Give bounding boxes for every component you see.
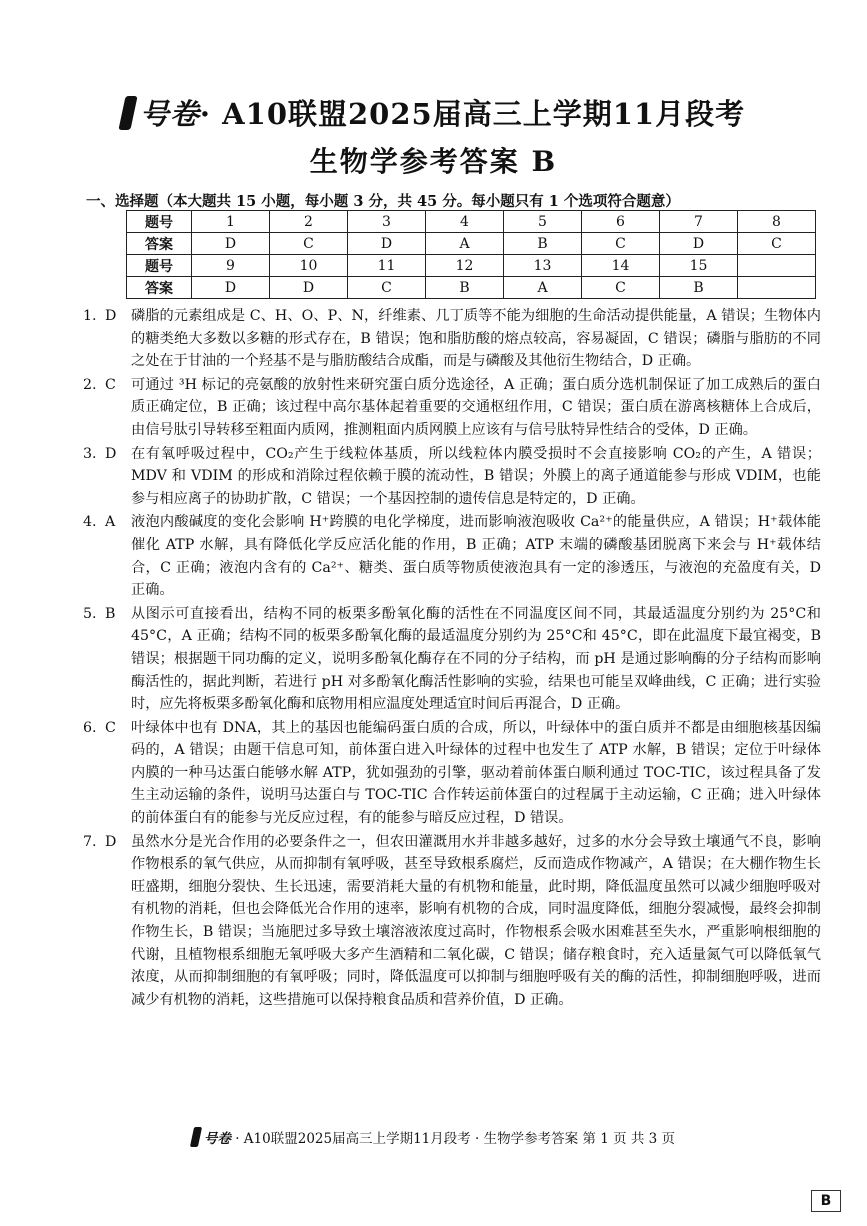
table-row-answers [127,233,816,255]
answer-cell: C [270,233,348,255]
question-number-cell: 15 [660,255,738,277]
question-number-cell: 9 [192,255,270,277]
table-row-numbers [127,255,816,277]
question-number-cell: 5 [504,211,582,233]
explanation-list [83,305,821,1012]
question-number-cell: 4 [426,211,504,233]
footer-text: · A10联盟2025届高三上学期11月段考 · 生物学参考答案 第 1 页 共 3 页 [235,1131,676,1147]
explanation-item [83,374,821,442]
answer-cell: B [504,233,582,255]
question-number-cell: 8 [738,211,816,233]
answer-cell [738,277,816,299]
section-heading: 一、选择题（本大题共 15 小题，每小题 3 分，共 45 分。每小题只有 1 个选项符合题意） [86,193,680,210]
item-answer-key: D [105,445,117,462]
page-subtitle: 生物学参考答案 B [309,145,558,178]
item-number: 2. [83,376,97,393]
item-explanation: 在有氧呼吸过程中，CO₂产生于线粒体基质，所以线粒体内膜受损时不会直接影响 CO₂的产生，A 错误；MDV 和 VDIM 的形成和消除过程依赖于膜的流动性，B 错误；外膜上的离子通道能参与形成 VDIM，也能参与相应离子的协助扩散，C 错误；一个基因控制的遗传信息是特定的，D 正确。 [131,445,821,507]
item-number: 4. [83,514,97,531]
answer-cell: D [270,277,348,299]
answer-cell: A [504,277,582,299]
explanation-item [83,831,821,1012]
question-number-cell: 7 [660,211,738,233]
explanation-item [83,717,821,830]
answer-cell: A [426,233,504,255]
item-answer-key: D [105,833,117,850]
answer-cell: D [348,233,426,255]
exam-title: A10联盟2025届高三上学期11月段考 [222,97,746,131]
table-row-numbers [127,211,816,233]
answer-cell: D [192,233,270,255]
item-answer-key: B [105,605,116,622]
question-number-cell: 14 [582,255,660,277]
brand-logo-icon [190,1127,202,1147]
question-number-cell: 1 [192,211,270,233]
question-number-cell: 6 [582,211,660,233]
answer-cell: D [660,233,738,255]
footer-brand: 号卷 [203,1131,231,1147]
answer-cell: C [582,233,660,255]
question-number-cell [738,255,816,277]
question-number-cell: 2 [270,211,348,233]
brand-logo-icon [118,96,137,130]
answer-cell: C [348,277,426,299]
row-header: 题号 [127,255,192,277]
item-answer-key: C [105,376,116,393]
item-explanation: 虽然水分是光合作用的必要条件之一，但农田灌溉用水并非越多越好，过多的水分会导致土壤通气不良，影响作物根系的氧气供应，从而抑制有氧呼吸，甚至导致根系腐烂，反而造成作物减产，A 错误；在大棚作物生长旺盛期，细胞分裂快、生长迅速，需要消耗大量的有机物和能量，此时期，降低温度虽然可以减少细胞呼吸对有机物的消耗，但也会降低光合作用的速率，影响有机物的合成，同时温度降低，细胞分裂减慢，最终会抑制作物生长，B 错误；当施肥过多导致土壤溶液浓度过高时，作物根系会吸水困难甚至失水，严重影响根细胞的代谢，且植物根系细胞无氧呼吸大多产生酒精和二氧化碳，C 错误；储存粮食时，充入适量氮气可以降低氧气浓度，从而抑制细胞的有氧呼吸；同时，降低温度可以抑制与细胞呼吸有关的酶的活性，抑制细胞呼吸，进而减少有机物的消耗，这些措施可以保持粮食品质和营养价值，D 正确。 [131,833,821,1008]
item-number: 5. [83,605,97,622]
item-explanation: 液泡内酸碱度的变化会影响 H⁺跨膜的电化学梯度，进而影响液泡吸收 Ca²⁺的能量供应，A 错误；H⁺载体能催化 ATP 水解，具有降低化学反应活化能的作用，B 正确；ATP 末端的磷酸基团脱离下来会与 H⁺载体结合，C 正确；液泡内含有的 Ca²⁺、糖类、蛋白质等物质使液泡具有一定的渗透压，与液泡的充盈度有关，D 正确。 [131,514,821,599]
answer-cell: D [192,277,270,299]
item-answer-key: C [105,719,116,736]
brand-name: 号卷 [139,97,200,131]
item-number: 3. [83,445,97,462]
question-number-cell: 3 [348,211,426,233]
question-number-cell: 12 [426,255,504,277]
answer-cell: C [738,233,816,255]
item-number: 1. [83,308,97,324]
item-explanation: 可通过 ³H 标记的亮氨酸的放射性来研究蛋白质分选途径，A 正确；蛋白质分选机制保证了加工成熟后的蛋白质正确定位，B 正确；该过程中高尔基体起着重要的交通枢纽作用，C 错误；蛋白质在游离核糖体上合成后，由信号肽引导转移至粗面内质网，推测粗面内质网膜上应该有与信号肽特异性结合的受体，D 正确。 [131,376,821,438]
table-row-answers [127,277,816,299]
question-number-cell: 10 [270,255,348,277]
row-header: 题号 [127,211,192,233]
row-header: 答案 [127,277,192,299]
question-number-cell: 11 [348,255,426,277]
answer-cell: C [582,277,660,299]
explanation-item [83,511,821,601]
answer-table [126,210,816,299]
explanation-item [83,305,821,373]
item-answer-key: D [105,308,117,324]
page-title: 号卷· A10联盟2025届高三上学期11月段考 [0,92,867,133]
item-answer-key: A [105,514,116,531]
item-number: 6. [83,719,97,736]
version-badge: B [811,1190,841,1212]
item-explanation: 磷脂的元素组成是 C、H、O、P、N，纤维素、几丁质等不能为细胞的生命活动提供能量，A 错误；生物体内的糖类绝大多数以多糖的形式存在，B 错误；饱和脂肪酸的熔点较高，容易凝固，C 错误；磷脂与脂肪的不同之处在于甘油的一个羟基不是与脂肪酸结合成酯，而是与磷酸及其他衍生物结合，D 正确。 [131,308,821,370]
item-explanation: 叶绿体中也有 DNA，其上的基因也能编码蛋白质的合成，所以，叶绿体中的蛋白质并不都是由细胞核基因编码的，A 错误；由题干信息可知，前体蛋白进入叶绿体的过程中也发生了 ATP 水解，B 错误；定位于叶绿体内膜的一种马达蛋白能够水解 ATP，犹如强劲的引擎，驱动着前体蛋白顺利通过 TOC-TIC，该过程具备了发生主动运输的条件，说明马达蛋白与 TOC-TIC 合作转运前体蛋白的过程属于主动运输，C 正确；进入叶绿体的前体蛋白有的能参与光反应过程，有的能参与暗反应过程，D 错误。 [131,719,821,827]
explanation-item [83,603,821,716]
item-number: 7. [83,833,97,850]
answer-cell: B [660,277,738,299]
answer-cell: B [426,277,504,299]
explanation-item [83,443,821,511]
question-number-cell: 13 [504,255,582,277]
row-header: 答案 [127,233,192,255]
item-explanation: 从图示可直接看出，结构不同的板栗多酚氧化酶的活性在不同温度区间不同，其最适温度分别约为 25°C和 45°C，A 正确；结构不同的板栗多酚氧化酶的最适温度分别约为 25°C和 45°C，即在此温度下最宜褐变，B 错误；根据题干同功酶的定义，说明多酚氧化酶存在不同的分子结构，而 pH 是通过影响酶的分子结构而影响酶活性的，据此判断，若进行 pH 对多酚氧化酶活性影响的实验，结果也可能呈双峰曲线，C 正确；进行实验时，应先将板栗多酚氧化酶和底物用相应温度处理适宜时间后再混合，D 正确。 [131,605,821,713]
page-footer [0,1127,867,1147]
